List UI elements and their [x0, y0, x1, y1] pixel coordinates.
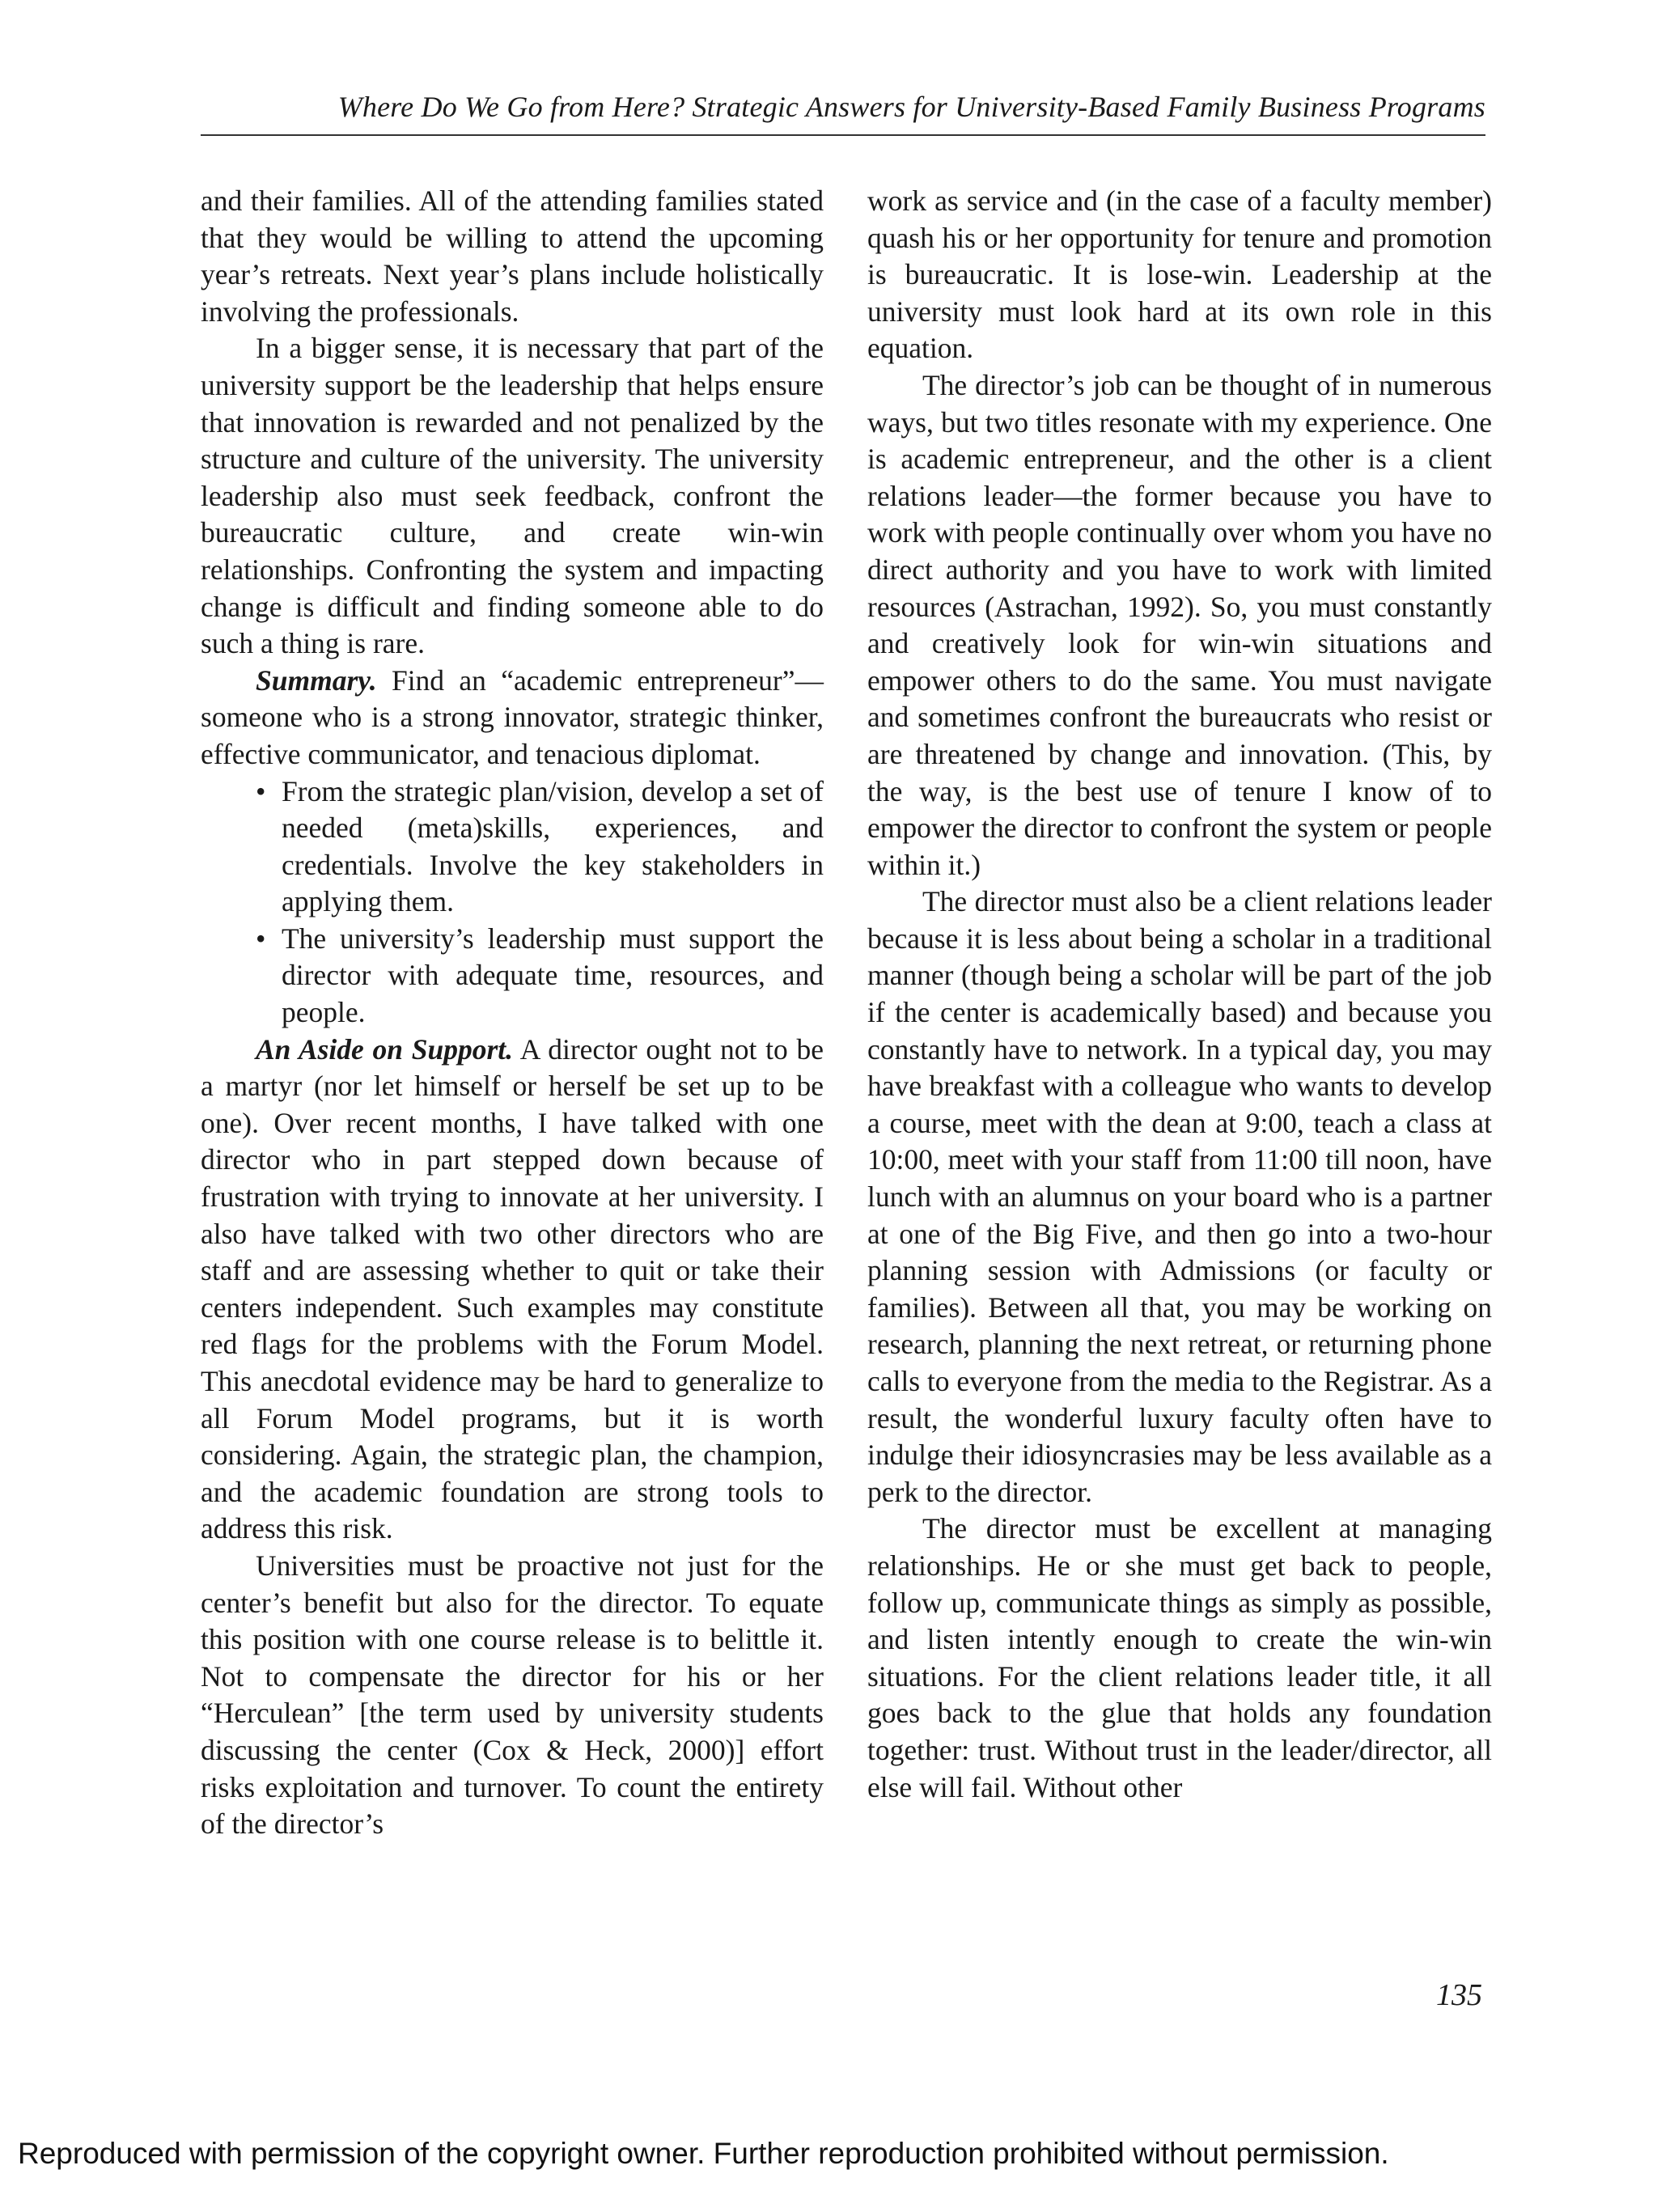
copyright-notice: Reproduced with permission of the copyright owner. Further reproduction prohibited without permission. [18, 2137, 1389, 2170]
running-head-title: Where Do We Go from Here? Strategic Answers for University-Based Family Business Programs [337, 91, 1485, 123]
header-rule [201, 134, 1485, 136]
paragraph-summary [201, 663, 824, 773]
bullet-item [256, 773, 824, 921]
paragraph-managing-relationships: The director must be excellent at managing relationships. He or she must get back to people, follow up, communicate things as simply as possible, and listen intently enough to create the win-win situations. For the client relations leader title, it all goes back to the glue that holds any foundation together: trust. Without trust in the leader/director, all else will fail. Without other [867, 1512, 1492, 1803]
paragraph-lose-win: work as service and (in the case of a faculty member) quash his or her opportunity for tenure and promotion is bureaucratic. It is lose-win. Leadership at the university must look hard at its own role in this equation. [867, 184, 1492, 365]
left-column [201, 183, 824, 1843]
bullet-icon: • [256, 774, 266, 807]
page-number: 135 [1436, 1978, 1482, 2012]
paragraph-families: and their families. All of the attending families stated that they would be willing to attend the upcoming year’s retreats. Next year’s plans include holistically involving the professionals. [201, 184, 824, 328]
summary-bullet-list [201, 773, 824, 1032]
paragraph-directors-job: The director’s job can be thought of in numerous ways, but two titles resonate with my experience. One is academic entrepreneur, and the other is a client relations leader—the former because you have to work with people continually over whom you have no direct authority and you have to work with limited resources (Astrachan, 1992). So, you must constantly and creatively look for win-win situations and empower others to do the same. You must navigate and sometimes confront the bureaucrats who resist or are threatened by change and innovation. (This, by the way, is the best use of tenure I know of to empower the director to confront the system or people within it.) [867, 368, 1492, 881]
paragraph-bigger-sense: In a bigger sense, it is necessary that part of the university support be the leadership that helps ensure that innovation is rewarded and not penalized by the structure and culture of the university. The university leadership also must seek feedback, confront the bureaucratic culture, and create win-win relationships. Confronting the system and impacting change is difficult and finding someone able to do such a thing is rare. [201, 332, 824, 660]
right-column [867, 183, 1492, 1806]
bullet-item [256, 921, 824, 1032]
paragraph-client-relations: The director must also be a client relations leader because it is less about being a scholar in a traditional manner (though being a scholar will be part of the job if the center is academically based) and because you constantly have to network. In a typical day, you may have breakfast with a colleague who wants to develop a course, meet with the dean at 9:00, teach a class at 10:00, meet with your staff from 11:00 till noon, have lunch with an alumnus on your board who is a partner at one of the Big Five, and then go into a two-hour planning session with Admissions (or faculty or families). Between all that, you may be working on research, planning the next retreat, or returning phone calls to everyone from the media to the Registrar. As a result, the wonderful luxury faculty often have to indulge their idiosyncrasies may be less available as a perk to the director. [867, 885, 1492, 1508]
summary-text: Find an “academic entrepreneur”—someone who is a strong innovator, strategic thinker, effective communicator, and tenacious diplomat. [201, 663, 824, 770]
bullet-text: From the strategic plan/vision, develop a set of needed (meta)skills, experiences, and credentials. Involve the key stakeholders in applying them. [282, 774, 824, 918]
paragraph-universities: Universities must be proactive not just for the center’s benefit but also for the director. To equate this position with one course release is to belittle it. Not to compensate the director for his or her “Herculean” [the term used by university students discussing the center (Cox & Heck, 2000)] effort risks exploitation and turnover. To count the entirety of the director’s [201, 1549, 824, 1841]
bullet-text: The university’s leadership must support the director with adequate time, resources, and people. [282, 922, 824, 1029]
aside-text: A director ought not to be a martyr (nor let himself or herself be set up to be one). Over recent months, I have talked with one director who in part stepped down because of frustration with trying to innovate at her university. I also have talked with two other directors who are staff and are assessing whether to quit or take their centers independent. Such examples may constitute red flags for the problems with the Forum Model. This anecdotal evidence may be hard to generalize to all Forum Model programs, but it is worth considering. Again, the strategic plan, the champion, and the academic foundation are strong tools to address this risk. [201, 1032, 824, 1545]
aside-heading: An Aside on Support. [256, 1032, 514, 1066]
paragraph-aside-on-support [201, 1032, 824, 1548]
summary-heading: Summary. [256, 663, 377, 697]
bullet-icon: • [256, 922, 266, 955]
